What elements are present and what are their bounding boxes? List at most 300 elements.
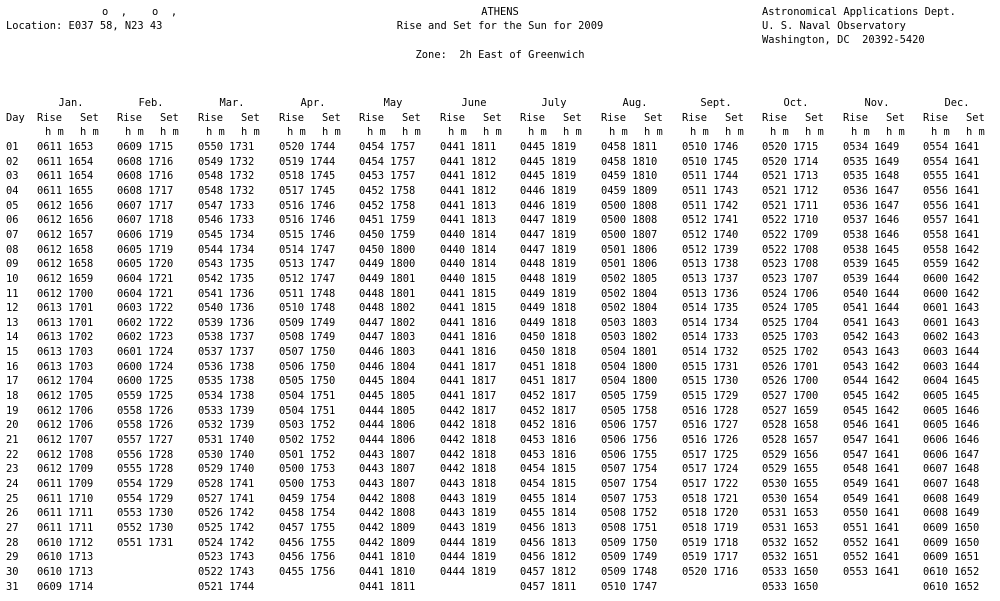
rise-set-times: 0515 1746 [279,228,336,241]
rise-set-times: 0609 1715 [117,141,174,153]
rise-set-times: 0504 1801 [601,346,658,359]
rise-set-times: 0535 1649 [843,155,900,168]
rise-set-times: 0539 1736 [198,316,255,329]
rise-set-times: 0536 1738 [198,360,255,373]
rise-set-times: 0526 1700 [762,375,819,388]
rise-set-times: 0454 1757 [359,141,416,153]
rise-set-times: 0528 1741 [198,477,255,490]
day-number: 12 [6,302,19,315]
rise-set-times: 0529 1740 [198,463,255,476]
rise-unit-label: h m [125,126,144,138]
month-name: Apr. [300,97,326,109]
rise-set-times: 0441 1811 [440,141,497,153]
rise-set-times: 0511 1744 [682,170,739,183]
rise-set-times: 0507 1753 [601,492,658,505]
rise-set-times: 0507 1754 [601,477,658,490]
table-row [0,200,1000,213]
rise-set-times: 0545 1642 [843,390,900,403]
set-unit-label: h m [805,126,824,138]
day-number: 10 [6,272,19,285]
rise-set-times: 0443 1807 [359,463,416,476]
rise-set-times: 0613 1702 [37,331,94,344]
rise-set-times: 0441 1815 [440,287,497,300]
day-number: 31 [6,580,19,593]
rise-set-times: 0459 1754 [279,492,336,505]
rise-set-times: 0441 1816 [440,331,497,344]
rise-column-header: Rise [923,112,949,124]
set-column-header: Set [886,112,905,124]
rise-set-times: 0516 1728 [682,404,739,417]
rise-set-times: 0559 1725 [117,390,174,403]
day-number: 30 [6,565,19,578]
rise-set-times: 0612 1656 [37,214,94,227]
set-column-header: Set [241,112,260,124]
rise-set-times: 0447 1802 [359,316,416,329]
rise-set-times: 0602 1723 [117,331,174,344]
rise-set-times: 0510 1748 [279,302,336,315]
rise-set-times: 0452 1816 [520,419,577,432]
table-row [0,419,1000,432]
rise-set-times: 0516 1746 [279,199,336,212]
rise-set-times: 0601 1643 [923,302,980,315]
rise-set-times: 0441 1815 [440,302,497,315]
rise-set-times: 0443 1818 [440,477,497,490]
rise-set-times: 0554 1641 [923,141,980,153]
rise-set-times: 0610 1652 [923,565,980,578]
rise-set-times: 0518 1745 [279,170,336,183]
table-row [0,229,1000,242]
table-row [0,361,1000,374]
rise-set-times: 0539 1644 [843,272,900,285]
rise-set-times: 0612 1707 [37,434,94,446]
rise-set-times: 0505 1750 [279,375,336,388]
dept-line-2: U. S. Naval Observatory [762,20,906,32]
set-unit-label: h m [644,126,663,138]
table-row [0,390,1000,403]
rise-set-times: 0503 1752 [279,419,336,432]
rise-set-times: 0508 1749 [279,331,336,344]
day-number: 17 [6,375,19,388]
rise-set-times: 0445 1819 [520,141,577,153]
rise-set-times: 0514 1735 [682,302,739,315]
day-number: 09 [6,258,19,271]
month-name: May [383,97,403,109]
rise-set-times: 0500 1753 [279,477,336,490]
rise-set-times: 0441 1813 [440,214,497,227]
rise-set-times: 0542 1643 [843,331,900,344]
rise-set-times: 0547 1641 [843,448,900,461]
rise-set-times: 0440 1814 [440,243,497,256]
rise-set-times: 0518 1720 [682,507,739,520]
rise-set-times: 0548 1732 [198,184,255,197]
rise-set-times: 0508 1751 [601,521,658,534]
rise-set-times: 0454 1757 [359,155,416,168]
table-row [0,185,1000,198]
rise-set-times: 0552 1730 [117,521,174,534]
rise-set-times: 0503 1802 [601,331,658,344]
table-row [0,449,1000,462]
rise-set-times: 0520 1744 [279,141,336,153]
rise-set-times: 0443 1819 [440,521,497,534]
rise-set-times: 0514 1734 [682,316,739,329]
table-row [0,258,1000,271]
rise-set-times: 0515 1730 [682,375,739,388]
rise-set-times: 0527 1741 [198,492,255,505]
rise-set-times: 0553 1641 [843,565,900,578]
rise-set-times: 0509 1750 [601,536,658,549]
rise-set-times: 0502 1804 [601,287,658,300]
rise-set-times: 0449 1818 [520,302,577,315]
dept-line-1: Astronomical Applications Dept. [762,6,956,18]
rise-set-times: 0541 1644 [843,302,900,315]
rise-set-times: 0524 1705 [762,302,819,315]
rise-set-times: 0449 1818 [520,316,577,329]
set-column-header: Set [80,112,99,124]
rise-set-times: 0506 1750 [279,360,336,373]
rise-set-times: 0554 1641 [923,155,980,168]
rise-set-times: 0442 1818 [440,448,497,461]
rise-set-times: 0511 1742 [682,199,739,212]
rise-set-times: 0555 1641 [923,170,980,183]
rise-set-times: 0605 1720 [117,258,174,271]
rise-set-times: 0611 1653 [37,141,94,153]
rise-set-times: 0606 1647 [923,448,980,461]
rise-set-times: 0456 1755 [279,536,336,549]
rise-set-times: 0506 1755 [601,448,658,461]
rise-set-times: 0612 1700 [37,287,94,300]
rise-set-times: 0608 1716 [117,170,174,183]
rise-column-header: Rise [198,112,224,124]
day-number: 27 [6,521,19,534]
rise-set-times: 0500 1807 [601,228,658,241]
table-row [0,302,1000,315]
rise-set-times: 0525 1742 [198,521,255,534]
rise-set-times: 0537 1646 [843,214,900,227]
rise-set-times: 0611 1711 [37,521,94,534]
month-name: June [461,97,487,109]
day-number: 03 [6,170,19,183]
rise-set-times: 0603 1644 [923,360,980,373]
rise-set-times: 0550 1731 [198,141,255,153]
rise-set-times: 0518 1719 [682,521,739,534]
month-name: Nov. [864,97,890,109]
rise-set-times: 0515 1731 [682,360,739,373]
rise-set-times: 0507 1754 [601,463,658,476]
set-unit-label: h m [322,126,341,138]
rise-set-times: 0612 1658 [37,258,94,271]
rise-set-times: 0610 1712 [37,536,94,549]
rise-set-times: 0440 1815 [440,272,497,285]
rise-set-times: 0609 1650 [923,521,980,534]
rise-set-times: 0445 1804 [359,375,416,388]
rise-set-times: 0613 1703 [37,346,94,359]
rise-set-times: 0451 1818 [520,360,577,373]
rise-set-times: 0509 1749 [279,316,336,329]
rise-set-times: 0553 1730 [117,507,174,520]
rise-set-times: 0441 1817 [440,390,497,403]
rise-set-times: 0551 1641 [843,521,900,534]
table-title: Rise and Set for the Sun for 2009 [396,20,604,32]
rise-column-header: Rise [279,112,305,124]
rise-set-times: 0549 1641 [843,492,900,505]
day-number: 01 [6,141,19,153]
rise-set-times: 0602 1722 [117,316,174,329]
rise-set-times: 0444 1806 [359,419,416,432]
rise-set-times: 0549 1732 [198,155,255,168]
rise-set-times: 0534 1738 [198,390,255,403]
rise-set-times: 0519 1717 [682,551,739,564]
rise-column-header: Rise [762,112,788,124]
rise-set-times: 0455 1756 [279,565,336,578]
table-row [0,214,1000,227]
rise-set-times: 0506 1756 [601,434,658,446]
rise-set-times: 0442 1818 [440,434,497,446]
rise-set-times: 0508 1752 [601,507,658,520]
rise-column-header: Rise [682,112,708,124]
rise-set-times: 0453 1816 [520,448,577,461]
rise-set-times: 0558 1726 [117,404,174,417]
rise-set-times: 0440 1814 [440,258,497,271]
month-header-row [0,97,1000,110]
rise-set-times: 0449 1819 [520,287,577,300]
rise-set-times: 0610 1652 [923,580,980,593]
rise-set-times: 0522 1708 [762,243,819,256]
rise-set-times: 0609 1650 [923,536,980,549]
rise-set-times: 0547 1641 [843,434,900,446]
rise-set-times: 0444 1806 [359,434,416,446]
rise-set-times: 0525 1702 [762,346,819,359]
rise-set-times: 0445 1805 [359,390,416,403]
unit-header-row [0,126,1000,139]
day-number: 13 [6,316,19,329]
rise-set-times: 0454 1815 [520,477,577,490]
rise-set-times: 0604 1721 [117,272,174,285]
rise-set-times: 0612 1658 [37,243,94,256]
month-name: Sept. [700,97,732,109]
rise-set-times: 0530 1740 [198,448,255,461]
rise-set-times: 0443 1819 [440,507,497,520]
rise-set-times: 0504 1800 [601,360,658,373]
rise-set-times: 0532 1652 [762,536,819,549]
set-unit-label: h m [483,126,502,138]
rise-set-times: 0517 1724 [682,463,739,476]
rise-set-times: 0612 1706 [37,404,94,417]
rise-set-times: 0455 1814 [520,507,577,520]
table-row [0,405,1000,418]
set-unit-label: h m [160,126,179,138]
rise-set-times: 0521 1711 [762,199,819,212]
set-unit-label: h m [241,126,260,138]
rise-set-times: 0533 1650 [762,580,819,593]
rise-column-header: Rise [359,112,385,124]
rise-set-times: 0559 1642 [923,258,980,271]
set-column-header: Set [563,112,582,124]
rise-set-times: 0505 1759 [601,390,658,403]
rise-set-times: 0457 1812 [520,565,577,578]
day-number: 20 [6,419,19,432]
city-name: ATHENS [481,6,519,18]
rise-set-times: 0448 1819 [520,272,577,285]
coordinate-degree-marks: o , o , [102,6,178,18]
rise-set-times: 0454 1815 [520,463,577,476]
rise-set-times: 0509 1749 [601,551,658,564]
day-number: 08 [6,243,19,256]
rise-set-times: 0520 1715 [762,141,819,153]
rise-set-times: 0523 1743 [198,551,255,564]
day-number: 18 [6,390,19,403]
rise-set-times: 0558 1642 [923,243,980,256]
rise-set-times: 0448 1801 [359,287,416,300]
rise-set-times: 0449 1801 [359,272,416,285]
rise-set-times: 0525 1703 [762,331,819,344]
set-unit-label: h m [886,126,905,138]
rise-set-times: 0441 1817 [440,360,497,373]
rise-unit-label: h m [690,126,709,138]
rise-set-times: 0500 1753 [279,463,336,476]
rise-set-times: 0612 1659 [37,272,94,285]
table-row [0,273,1000,286]
rise-set-times: 0515 1729 [682,390,739,403]
rise-set-times: 0452 1758 [359,184,416,197]
rise-set-times: 0605 1719 [117,243,174,256]
table-row [0,537,1000,550]
rise-set-times: 0441 1816 [440,316,497,329]
rise-set-times: 0530 1655 [762,477,819,490]
month-name: July [541,97,567,109]
rise-set-times: 0456 1813 [520,536,577,549]
rise-set-times: 0520 1716 [682,565,739,578]
rise-set-times: 0543 1643 [843,346,900,359]
rise-set-times: 0613 1703 [37,360,94,373]
table-row [0,463,1000,476]
rise-set-times: 0602 1643 [923,331,980,344]
rise-set-times: 0606 1719 [117,228,174,241]
rise-unit-label: h m [528,126,547,138]
rise-set-times: 0512 1739 [682,243,739,256]
column-header-row [0,112,1000,125]
rise-set-times: 0558 1726 [117,419,174,432]
rise-set-times: 0518 1721 [682,492,739,505]
rise-set-times: 0457 1811 [520,580,577,593]
rise-set-times: 0510 1746 [682,141,739,153]
rise-set-times: 0544 1734 [198,243,255,256]
set-column-header: Set [160,112,179,124]
rise-unit-label: h m [206,126,225,138]
rise-set-times: 0516 1746 [279,214,336,227]
rise-set-times: 0452 1817 [520,404,577,417]
set-column-header: Set [483,112,502,124]
month-name: Jan. [58,97,84,109]
set-column-header: Set [725,112,744,124]
rise-set-times: 0442 1817 [440,404,497,417]
rise-set-times: 0446 1804 [359,360,416,373]
rise-set-times: 0442 1808 [359,492,416,505]
rise-set-times: 0458 1754 [279,507,336,520]
rise-set-times: 0541 1643 [843,316,900,329]
rise-set-times: 0532 1739 [198,419,255,432]
month-name: Oct. [783,97,809,109]
rise-set-times: 0546 1733 [198,214,255,227]
rise-set-times: 0605 1646 [923,419,980,432]
dept-line-3: Washington, DC 20392-5420 [762,34,925,46]
rise-set-times: 0524 1742 [198,536,255,549]
rise-set-times: 0548 1732 [198,170,255,183]
rise-set-times: 0447 1819 [520,243,577,256]
rise-set-times: 0535 1738 [198,375,255,388]
rise-set-times: 0521 1712 [762,184,819,197]
rise-set-times: 0529 1656 [762,448,819,461]
rise-set-times: 0603 1722 [117,302,174,315]
rise-set-times: 0513 1747 [279,258,336,271]
day-number: 29 [6,551,19,564]
rise-set-times: 0523 1707 [762,272,819,285]
rise-set-times: 0611 1655 [37,184,94,197]
rise-set-times: 0610 1713 [37,551,94,564]
rise-set-times: 0607 1648 [923,463,980,476]
rise-set-times: 0611 1654 [37,170,94,183]
rise-set-times: 0522 1709 [762,228,819,241]
rise-set-times: 0601 1724 [117,346,174,359]
table-row [0,522,1000,535]
rise-set-times: 0536 1647 [843,184,900,197]
rise-set-times: 0447 1819 [520,214,577,227]
day-number: 22 [6,448,19,461]
rise-set-times: 0510 1747 [601,580,658,593]
rise-set-times: 0504 1800 [601,375,658,388]
rise-set-times: 0526 1701 [762,360,819,373]
rise-set-times: 0538 1645 [843,243,900,256]
rise-set-times: 0605 1645 [923,390,980,403]
day-number: 14 [6,331,19,344]
rise-set-times: 0511 1748 [279,287,336,300]
rise-set-times: 0503 1803 [601,316,658,329]
rise-set-times: 0448 1819 [520,258,577,271]
rise-set-times: 0510 1745 [682,155,739,168]
rise-set-times: 0555 1728 [117,463,174,476]
rise-set-times: 0611 1709 [37,477,94,490]
rise-set-times: 0600 1724 [117,360,174,373]
rise-set-times: 0440 1814 [440,228,497,241]
rise-set-times: 0513 1738 [682,258,739,271]
rise-set-times: 0548 1641 [843,463,900,476]
rise-set-times: 0600 1725 [117,375,174,388]
rise-set-times: 0554 1729 [117,492,174,505]
rise-set-times: 0445 1819 [520,155,577,168]
rise-set-times: 0527 1659 [762,404,819,417]
day-number: 15 [6,346,19,359]
rise-set-times: 0441 1817 [440,375,497,388]
set-unit-label: h m [725,126,744,138]
rise-set-times: 0447 1803 [359,331,416,344]
rise-set-times: 0512 1747 [279,272,336,285]
rise-unit-label: h m [448,126,467,138]
rise-set-times: 0531 1740 [198,434,255,446]
rise-set-times: 0557 1641 [923,214,980,227]
table-row [0,244,1000,257]
rise-set-times: 0520 1714 [762,155,819,168]
rise-set-times: 0603 1644 [923,346,980,359]
rise-set-times: 0450 1800 [359,243,416,256]
rise-unit-label: h m [45,126,64,138]
rise-set-times: 0443 1807 [359,477,416,490]
set-column-header: Set [322,112,341,124]
rise-set-times: 0453 1757 [359,170,416,183]
rise-set-times: 0458 1810 [601,155,658,168]
rise-set-times: 0441 1811 [359,580,416,593]
rise-column-header: Rise [520,112,546,124]
set-column-header: Set [966,112,985,124]
rise-set-times: 0511 1743 [682,184,739,197]
